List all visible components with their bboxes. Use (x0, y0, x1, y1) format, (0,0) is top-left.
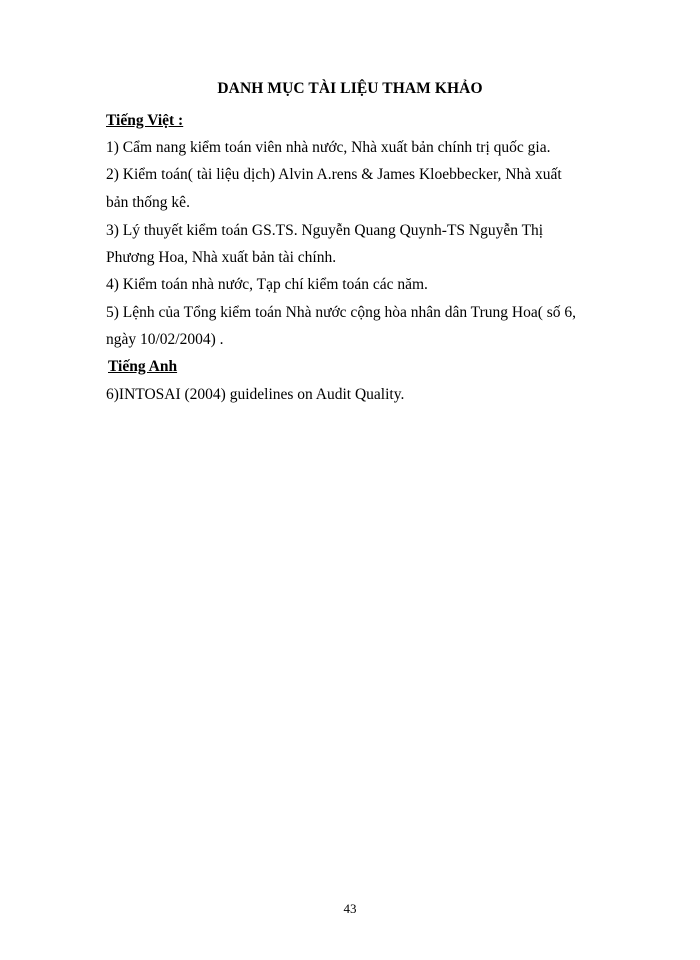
page-title: DANH MỤC TÀI LIỆU THAM KHẢO (217, 80, 483, 97)
reference-3-line-2: Phương Hoa, Nhà xuất bản tài chính. (106, 249, 337, 266)
section-heading-english: Tiếng Anh (108, 358, 178, 375)
reference-6-line-1: 6)INTOSAI (2004) guidelines on Audit Quality. (106, 386, 405, 403)
reference-2-line-2: bản thống kê. (106, 194, 190, 211)
reference-1-line-1: 1) Cẩm nang kiểm toán viên nhà nước, Nhà xuất bản chính trị quốc gia. (106, 139, 551, 156)
page-number: 43 (343, 901, 357, 916)
reference-2-line-1: 2) Kiểm toán( tài liệu dịch) Alvin A.rens & James Kloebbecker, Nhà xuất (106, 166, 562, 183)
reference-5-line-2: ngày 10/02/2004) . (106, 331, 224, 348)
section-heading-vietnamese: Tiếng Việt : (106, 112, 184, 129)
reference-4-line-1: 4) Kiểm toán nhà nước, Tạp chí kiểm toán các năm. (106, 276, 428, 293)
reference-5-line-1: 5) Lệnh của Tổng kiểm toán Nhà nước cộng hòa nhân dân Trung Hoa( số 6, (106, 304, 577, 321)
reference-3-line-1: 3) Lý thuyết kiểm toán GS.TS. Nguyễn Quang Quynh-TS Nguyễn Thị (106, 222, 544, 239)
